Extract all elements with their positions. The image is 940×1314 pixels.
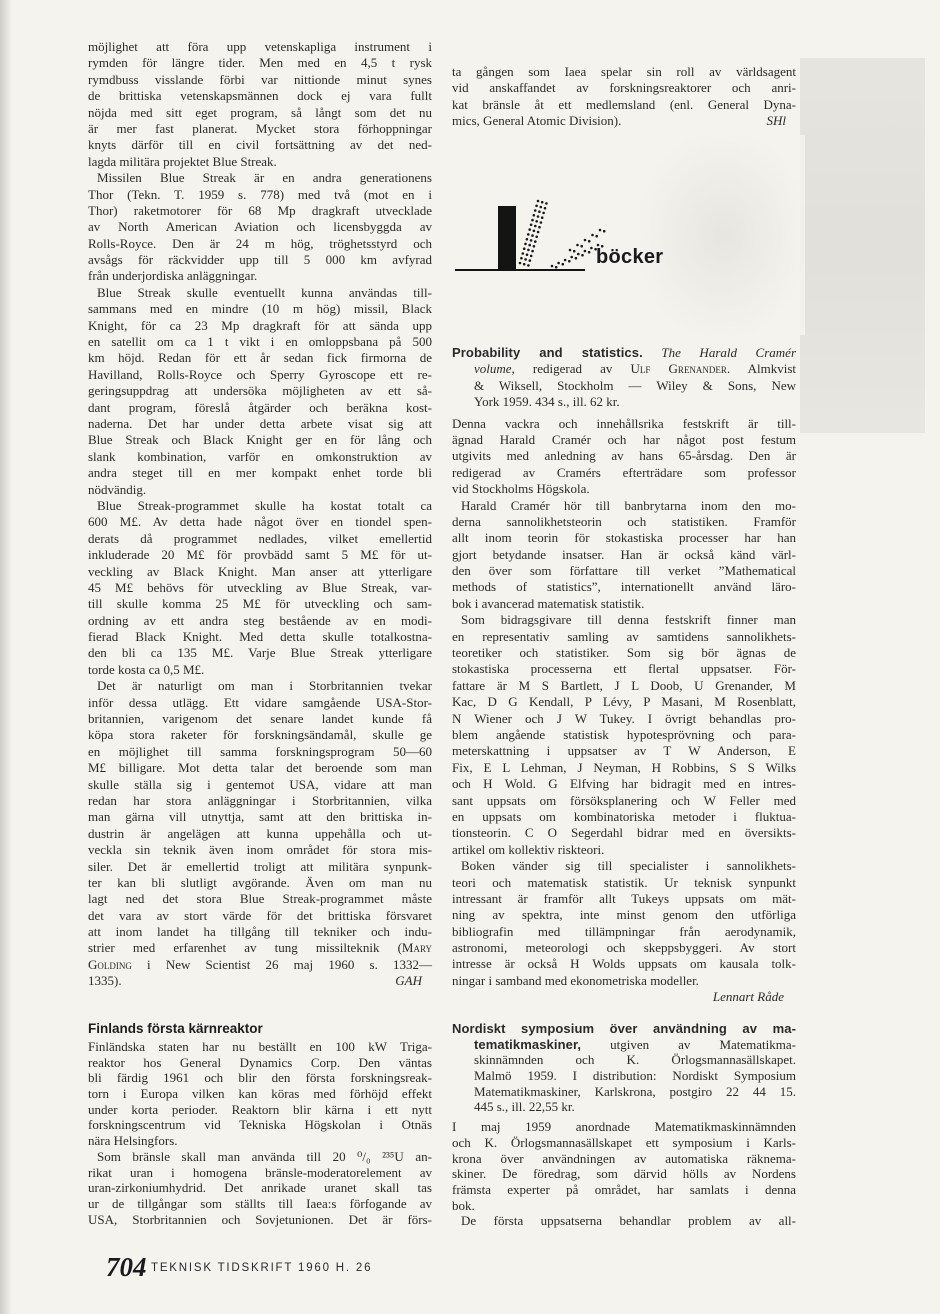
books-section-label: böcker (596, 246, 664, 268)
logo-dot (581, 254, 584, 257)
article-heading: Finlands första kärnreaktor (88, 1021, 263, 1036)
logo-dot (584, 250, 587, 253)
text-line (452, 113, 796, 129)
text-segment: utgiven av Matematikma- (581, 1036, 796, 1052)
text-line: skinnämnden och K. Örlogsmannasällskapet. (474, 1052, 796, 1068)
logo-dot (541, 216, 544, 219)
logo-dot (530, 224, 533, 227)
text-line (452, 361, 796, 377)
logo-dot (576, 244, 579, 247)
text-line: ter kan bli slutligt avgörande. Även om man nu (88, 874, 432, 890)
logo-dot (530, 255, 533, 258)
logo-dot (523, 247, 526, 250)
logo-dot (595, 235, 598, 238)
text-line: Finländska staten har nu beställt en 100 kW Triga- (88, 1039, 432, 1054)
text-segment: . Almkvist (726, 361, 796, 377)
title-text: tematikmaskiner, (474, 1036, 582, 1052)
text-line: meterskattning i uppsatser av T W Anderson, E (452, 743, 796, 759)
text-segment: Ulf Grenander (630, 361, 727, 377)
paragraph (452, 416, 796, 498)
text-segment: strier med erfarenhet av tung missilteknik ( (88, 940, 402, 956)
logo-dot (542, 212, 545, 215)
text-line: bok. (452, 1197, 475, 1213)
text-line: Malmö 1959. I distribution: Nordiskt Symposium (474, 1068, 796, 1084)
logo-dot (530, 239, 533, 242)
text-line: en satellit om ca 1 t vikt i en omloppsbana på 500 (88, 334, 432, 350)
logo-dot (562, 263, 565, 266)
paragraph (452, 1119, 796, 1213)
text-line: Denna vackra och innehållsrika festskrift är till- (452, 415, 796, 431)
book-citation (452, 1021, 796, 1115)
text-line: Det är naturligt om man i Storbritannien tvekar (97, 678, 432, 694)
paragraph (452, 64, 796, 130)
text-line: Havilland, Rolls-Royce och Sperry Gyroscope ett re- (88, 366, 432, 382)
text-line: Missilen Blue Streak är en andra generationens (97, 170, 432, 186)
text-segment: Golding (88, 956, 132, 972)
text-line: det vara av stort värde för det brittiska försvaret (88, 907, 432, 923)
text-line (88, 957, 432, 973)
text-line (452, 1037, 796, 1053)
text-line: redan har stora anläggningar i Storbritannien, vilka (88, 792, 432, 808)
logo-dot (555, 266, 558, 269)
text-line: USA, Storbritannien och Sovjetunionen. Det är förs- (88, 1211, 432, 1227)
logo-dot (603, 230, 606, 233)
text-line: utgivits med anledning av hans 65-årsdag. Den är (452, 448, 796, 464)
text-line: inkluderade 20 M£ för provbädd samt 5 M£ för ut- (88, 547, 432, 563)
text-line: uran-zirkoniumhydrid. Det anrikade uranet skall tas (88, 1180, 432, 1196)
book-citation (452, 345, 796, 411)
text-line: Blue Streak-programmet skulle ha kostat totalt ca (97, 497, 432, 513)
text-line: dant program, föreslå åtgärder och beräkna kost- (88, 399, 432, 415)
logo-dot (529, 259, 532, 262)
text-line: Harald Cramér hör till banbrytarna inom den mo- (461, 497, 796, 513)
text-line: tionsteorin. C O Segerdahl bidrar med en översikts- (452, 825, 796, 841)
logo-dot (538, 226, 541, 229)
text-line: den bli ca 135 M£. Varje Blue Streak ytterligare (88, 645, 432, 661)
logo-dot (590, 247, 593, 250)
text-line: siler. Det är emellertid troligt att militära synpunk- (88, 858, 432, 874)
text-line: en representativ samling av samtidens sannolikhets- (452, 628, 796, 644)
logo-dot (569, 249, 572, 252)
text-line: Blue Streak och Black Knight ger en för lång och (88, 432, 432, 448)
text-line: 45 M£ behövs för utveckling av Blue Streak, var- (88, 579, 432, 595)
text-line: Thor) raketmotorer för 68 Mp dragkraft utvecklade (88, 202, 432, 218)
title-text: Nordiskt symposium över användning av ma- (452, 1021, 796, 1036)
text-line: De första uppsatserna behandlar problem av all- (461, 1213, 796, 1229)
text-line: km höjd. Redan för ett år sedan fick firmorna de (88, 350, 432, 366)
text-line: lagda militära projektet Blue Streak. (88, 153, 277, 169)
text-line: nära Helsingfors. (88, 1133, 178, 1149)
paragraph (88, 678, 432, 989)
logo-dot (527, 249, 530, 252)
text-line: naderna. Det har under detta arbete visat sig att (88, 415, 432, 431)
text-line: ning av spektra, inte minst genom den utförliga (452, 907, 796, 923)
text-line: vid Stockholms Högskola. (452, 481, 590, 497)
logo-dot (527, 264, 530, 267)
text-line: sammans med en mindre (10 m hög) missil, Black (88, 301, 432, 317)
text-line: till skulle komma 25 M£ för utveckling och sam- (88, 596, 432, 612)
text-line: Knight, för ca 23 Mp dragkraft för att sända upp (88, 317, 432, 333)
text-line: att inom landet ha tillgång till tekniker och indu- (88, 924, 432, 940)
page-edge-shadow (0, 0, 12, 1314)
journal-running-footer: TEKNISK TIDSKRIFT 1960 H. 26 (151, 1262, 373, 1274)
text-line: & Wiksell, Stockholm — Wiley & Sons, New (474, 377, 796, 393)
text-line: astronomi, meteorologi och skeppsbyggeri. Av stort (452, 940, 796, 956)
text-line: stokastiska processerna ett flertal uppsatser. För- (452, 661, 796, 677)
text-line: torn i Europa vilken kan köras med förhöjd effekt (88, 1086, 432, 1102)
text-line: York 1959. 434 s., ill. 62 kr. (474, 394, 620, 410)
text-segment: mics, General Atomic Division). (452, 113, 622, 129)
text-line: sant uppsats om försöksplanering och W Feller med (452, 792, 796, 808)
text-segment: redigerad av (514, 361, 631, 377)
text-segment (643, 345, 662, 360)
paragraph (88, 170, 432, 285)
logo-dot (531, 250, 534, 253)
logo-dot (577, 253, 580, 256)
logo-dot (535, 236, 538, 239)
logo-dot (528, 244, 531, 247)
text-line: nödvändig. (88, 481, 147, 497)
text-line: skulle ställa sig i gentemot USA, vidare att man (88, 776, 432, 792)
text-segment: i New Scientist 26 maj 1960 s. 1332— (131, 956, 432, 972)
logo-dot (524, 243, 527, 246)
paragraph (452, 1213, 796, 1229)
text-line: krona över användningen av automatiska räknema- (452, 1150, 796, 1166)
text-line: dustrin är angelägen att kunna uppehålla och ut- (88, 825, 432, 841)
text-line: Som bränsle skall man använda till 20 ⁰/₀ ²³⁵U an- (97, 1148, 432, 1164)
text-line: bibliografin med tillämpningar från aerodynamik, (452, 923, 796, 939)
article-blue-streak-continued (88, 39, 432, 990)
text-line: geringsuppdrag att undersöka möjligheten av ett så- (88, 383, 432, 399)
text-line: 600 M£. Av detta hade något över en tiondel spen- (88, 514, 432, 530)
text-line: derats då programmet nedlades, vilket emellertid (88, 530, 432, 546)
text-line (452, 345, 796, 361)
text-line: man gärna vill utnyttja, samt att den brittiska in- (88, 809, 432, 825)
text-line: Kac, D G Kendall, P Lévy, P Masani, M Rosenblatt, (452, 694, 796, 710)
logo-dot (537, 231, 540, 234)
text-line: Thor (Tekn. T. 1959 s. 778) med två (mot en i (88, 186, 432, 202)
logo-dot (540, 206, 543, 209)
logo-dot (541, 201, 544, 204)
logo-dot (538, 210, 541, 213)
text-line: ur de tillgångar som ställts till Iaea:s förfogande av (88, 1195, 432, 1211)
text-line: ordning av ett andra steg bestående av en modi- (88, 612, 432, 628)
logo-dot (564, 259, 567, 262)
logo-dot (534, 240, 537, 243)
text-line (88, 940, 432, 956)
text-line: andra steget till en mer kompakt enhet torde bli (88, 465, 432, 481)
reviewer-signature: Lennart Råde (712, 989, 784, 1005)
text-line: den över som författare till verket ”Mathematical (452, 563, 796, 579)
text-line: methods of statistics”, internationellt använd läro- (452, 579, 796, 595)
text-line: fierad Black Knight. Med detta skulle totalkostna- (88, 629, 432, 645)
text-line: derna sannolikhetsteorin och statistiken. Framför (452, 513, 796, 529)
page-number: 704 (106, 1252, 147, 1282)
text-line: M£ billigare. Mot detta talar det beroende som man (88, 760, 432, 776)
logo-dot (588, 251, 591, 254)
text-line: Blue Streak skulle eventuellt kunna användas till- (97, 284, 432, 300)
paragraph (452, 858, 796, 989)
text-segment: The Harald Cramér (661, 345, 797, 360)
logo-dot (531, 219, 534, 222)
text-line: Boken vänder sig till specialister i sannolikhets- (461, 858, 796, 874)
text-line: köpa stora raketer för forskningsändamål, skulle ge (88, 727, 432, 743)
text-segment: 1335). (88, 973, 122, 989)
text-line: artikel om kollektiv riskteori. (452, 841, 605, 857)
logo-dot (540, 221, 543, 224)
logo-dot (527, 233, 530, 236)
logo-dot (533, 230, 536, 233)
text-line: och K. Örlogsmannasällskapet ett symposium i Karls- (452, 1134, 796, 1150)
text-segment: volume, (474, 361, 515, 377)
text-line: forskningscentrum vid Tekniska Högskolan i Otnäs (88, 1117, 432, 1133)
logo-dot (599, 229, 602, 232)
logo-dot (535, 205, 538, 208)
text-line: en möjlighet till samma forskningsprogram 50—60 (88, 743, 432, 759)
article-body (88, 1039, 432, 1227)
review-body (452, 1119, 796, 1229)
text-line: I maj 1959 anordnade Matematikmaskinnämnden (452, 1119, 796, 1135)
text-line: gjort betydande insatser. Han är också känd värl- (452, 546, 796, 562)
text-line: Som bidragsgivare till denna festskrift finner man (461, 612, 796, 628)
text-line: knyts därför till en civil fortsättning av det ned- (88, 137, 432, 153)
photo-bleed-through (800, 58, 925, 433)
text-line: blem angående statistisk hypotesprövning och para- (452, 726, 796, 742)
logo-dot (568, 260, 571, 263)
text-line: avsågs för räckvidder upp till 5 000 km avfyrad (88, 252, 432, 268)
text-line: en uppsats om kombinatoriska metoder i fluktua- (452, 808, 796, 824)
paragraph (88, 39, 432, 170)
logo-dot (534, 209, 537, 212)
logo-dot (519, 262, 522, 265)
paragraph (452, 612, 796, 858)
text-line: ägnad Harald Cramér och har något post festum (452, 431, 796, 447)
text-line: Matematikmaskiner, Karlskrona, postgiro 22 44 15. (474, 1083, 796, 1099)
logo-dot (591, 234, 594, 237)
text-line: de brittiska vetenskapsmännen dock ej vara fullt (88, 88, 432, 104)
paragraph (88, 1149, 432, 1227)
logo-dot (573, 250, 576, 253)
logo-dot (545, 202, 548, 205)
text-line: inför dessa utlägg. Ett vidare samgående USA-Stor- (88, 694, 432, 710)
text-line: redigerad av Cramérs efterträdare som professor (452, 464, 796, 480)
author-initials: GAH (395, 973, 422, 989)
paragraph (88, 498, 432, 678)
logo-dot (584, 239, 587, 242)
logo-dot (535, 220, 538, 223)
text-line (88, 973, 432, 989)
logo-dot (526, 253, 529, 256)
logo-dot (524, 258, 527, 261)
text-line: rymden för längre tider. Men med en 4,5 t rysk (88, 55, 432, 71)
text-line: möjlighet att föra upp vetenskapliga instrument i (88, 39, 432, 54)
logo-dot (533, 214, 536, 217)
logo-dot (523, 263, 526, 266)
text-line: allt inom teorin för stokastiska processer har han (452, 530, 796, 546)
text-line: rikat uran i homogena bränsle-moderatorelement av (88, 1164, 432, 1180)
logo-dot (520, 257, 523, 260)
author-initials: SHl (766, 113, 786, 129)
text-line: britannien, varigenom det senare landet kunde få (88, 711, 432, 727)
text-line: under korta perioder. Reaktorn blir kärna i ett nytt (88, 1101, 432, 1117)
logo-dot (522, 252, 525, 255)
book-review-nordic-symposium (452, 1021, 796, 1229)
text-line: skiner. De föredrag, som därvid hölls av Nordens (452, 1166, 796, 1182)
paragraph (452, 498, 796, 613)
text-line: ta gången som Iaea spelar sin roll av världsagent (452, 64, 796, 79)
logo-dot (531, 234, 534, 237)
text-line: från underjordiska anläggningar. (88, 268, 258, 284)
text-line: är mer fast planerat. Mycket stora förhoppningar (88, 120, 432, 136)
text-line: teori och matematisk statistik. Ur teknisk synpunkt (452, 874, 796, 890)
logo-dot (557, 262, 560, 265)
text-line: och H Wold. G Elfving har bidragit med en intres- (452, 776, 796, 792)
text-line: kat bränsle åt ett medlemsland (enl. General Dyna- (452, 96, 796, 112)
text-line: N Wiener och J W Tukey. I övrigt behandlas pro- (452, 710, 796, 726)
text-line: nöjda med sitt eget program, så långt som det nu (88, 104, 432, 120)
text-line: fattare är M S Bartlett, J L Doob, U Grenander, M (452, 677, 796, 693)
logo-dot (575, 257, 578, 260)
book-review-probability (452, 345, 796, 1006)
article-finland-reactor (88, 1019, 432, 1227)
logo-dot (588, 240, 591, 243)
logo-dot (537, 200, 540, 203)
logo-dot (534, 225, 537, 228)
article-finland-continued (452, 64, 796, 130)
text-line: veckling av Black Knight. Man anser att ytterligare (88, 563, 432, 579)
review-body (452, 416, 796, 990)
text-line: Rolls-Royce. Den är 24 m hög, tröghetsstyrd och (88, 235, 432, 251)
text-line: teoretiker och statistiker. Som sig bör ägnas de (452, 645, 796, 661)
logo-dot (528, 228, 531, 231)
text-line: 445 s., ill. 22,55 kr. (474, 1099, 575, 1115)
paragraph (88, 1039, 432, 1149)
text-line: lagt ned det stora Blue Streak-programmet måste (88, 891, 432, 907)
text-segment: Mary (401, 940, 432, 956)
text-line: av North American Aviation och licensbyggda av (88, 219, 432, 235)
logo-dot (551, 265, 554, 268)
title-text: Probability and statistics. (452, 345, 643, 360)
paragraph (88, 285, 432, 498)
text-line: intresse är också H Wolds uppsats om kausala tolk- (452, 956, 796, 972)
text-line: reaktor hos General Dynamics Corp. Den väntas (88, 1054, 432, 1070)
text-line: torde kosta ca 0,5 M£. (88, 661, 205, 677)
text-line: ningar i samband med ekonometriska modeller. (452, 972, 699, 988)
text-line: rymdbuss visslande förbi var nittionde minut synes (88, 71, 432, 87)
logo-dot (533, 245, 536, 248)
text-line: bok i avancerad matematisk statistik. (452, 595, 645, 611)
text-line: slank kombination, varför en omkonstruktion av (88, 448, 432, 464)
logo-dot (526, 238, 529, 241)
text-line: vid anskaffandet av forskningsreaktorer och anri- (452, 80, 796, 96)
text-line: främsta experter på området, har samlats i denna (452, 1181, 796, 1197)
text-line: veckla sin teknik även inom området för stora mis- (88, 842, 432, 858)
logo-dot (544, 207, 547, 210)
text-line: intressant är framför allt Tukeys uppsats om mät- (452, 890, 796, 906)
logo-dot (570, 256, 573, 259)
logo-dot (580, 245, 583, 248)
text-line: Fix, E L Lehman, J Neyman, H Robbins, S S Wilks (452, 759, 796, 775)
text-line: bli färdig 1961 och blir den första forskningsreak- (88, 1070, 432, 1086)
logo-dot (537, 215, 540, 218)
text-line (452, 1021, 796, 1037)
